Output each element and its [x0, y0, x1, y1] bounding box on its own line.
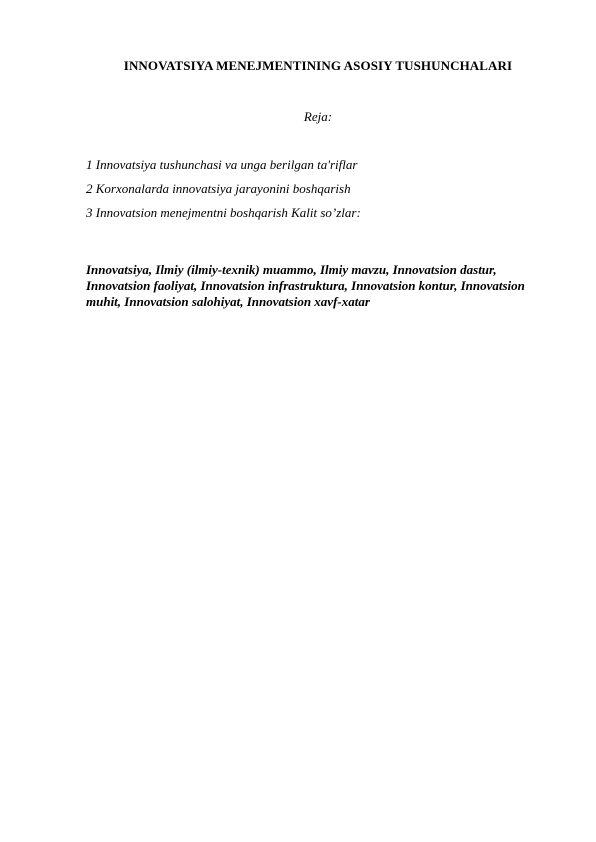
plan-item-1: 1 Innovatsiya tushunchasi va unga berilgan ta'riflar — [86, 157, 358, 172]
plan-heading: Reja: — [303, 109, 333, 124]
plan-list — [86, 157, 361, 229]
document-title: INNOVATSIYA MENEJMENTINING ASOSIY TUSHUNCHALARI — [123, 58, 513, 73]
keywords-paragraph: Innovatsiya, Ilmiy (ilmiy-texnik) muammo, Ilmiy mavzu, Innovatsion dastur, Innovatsion faoliyat, Innovatsion infrastruktura, Innovatsion kontur, Innovatsion muhit, Innovatsion salohiyat, Innovatsion xavf-xatar — [86, 262, 525, 309]
plan-item-3: 3 Innovatsion menejmentni boshqarish Kalit so’zlar: — [86, 205, 361, 220]
plan-item-2: 2 Korxonalarda innovatsiya jarayonini boshqarish — [86, 181, 351, 196]
